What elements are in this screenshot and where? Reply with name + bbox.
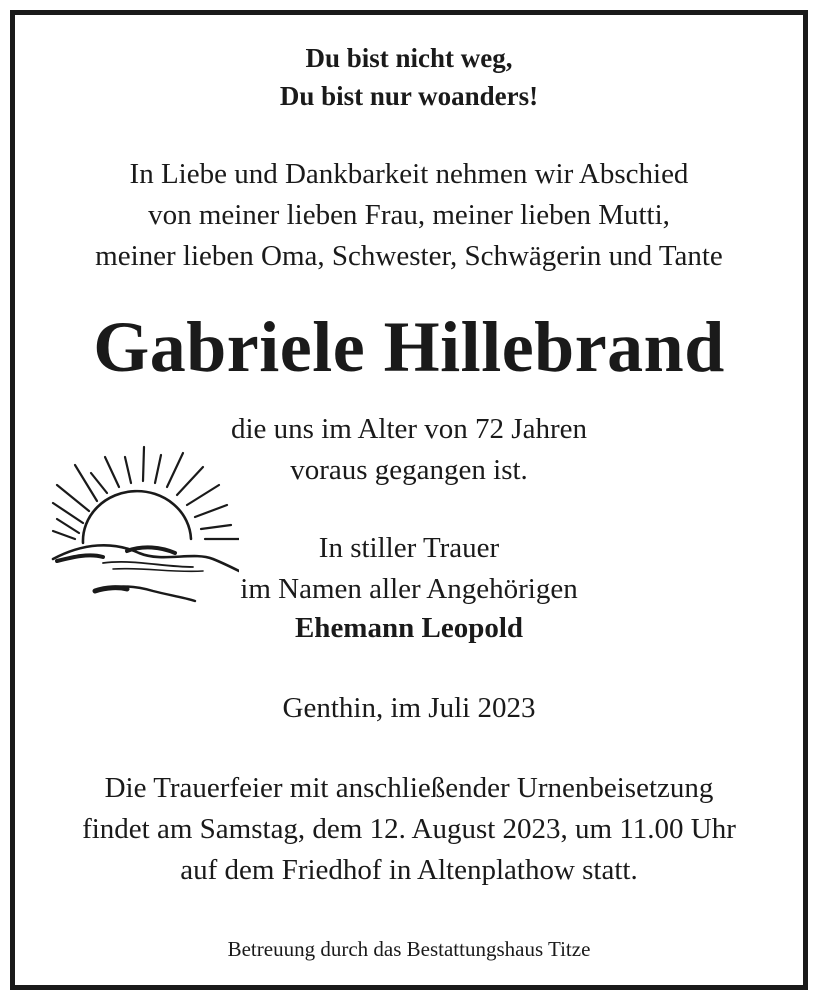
funeral-home-credit: Betreuung durch das Bestattungshaus Titze: [227, 937, 591, 961]
mourners-line-1: In stiller Trauer: [318, 532, 500, 564]
intro-line-1: In Liebe und Dankbarkeit nehmen wir Abschied: [129, 158, 689, 190]
ceremony-line-3: auf dem Friedhof in Altenplathow statt.: [180, 854, 638, 886]
deceased-name: Gabriele Hillebrand: [93, 307, 725, 387]
intro-line-2: von meiner lieben Frau, meiner lieben Mutti,: [148, 199, 670, 231]
mourners-line-2: im Namen aller Angehörigen: [240, 573, 578, 605]
age-line-1: die uns im Alter von 72 Jahren: [230, 413, 587, 445]
intro-line-3: meiner lieben Oma, Schwester, Schwägerin und Tante: [95, 240, 723, 272]
obituary-notice: [10, 10, 808, 990]
ceremony-line-1: Die Trauerfeier mit anschließender Urnenbeisetzung: [104, 772, 714, 804]
motto-line-2: Du bist nur woanders!: [279, 81, 539, 111]
place-date: Genthin, im Juli 2023: [282, 692, 536, 724]
spouse-name: Ehemann Leopold: [294, 612, 524, 644]
ceremony-line-2: findet am Samstag, dem 12. August 2023, um 11.00 Uhr: [82, 813, 736, 845]
age-line-2: voraus gegangen ist.: [290, 454, 528, 486]
motto-line-1: Du bist nicht weg,: [305, 43, 513, 73]
